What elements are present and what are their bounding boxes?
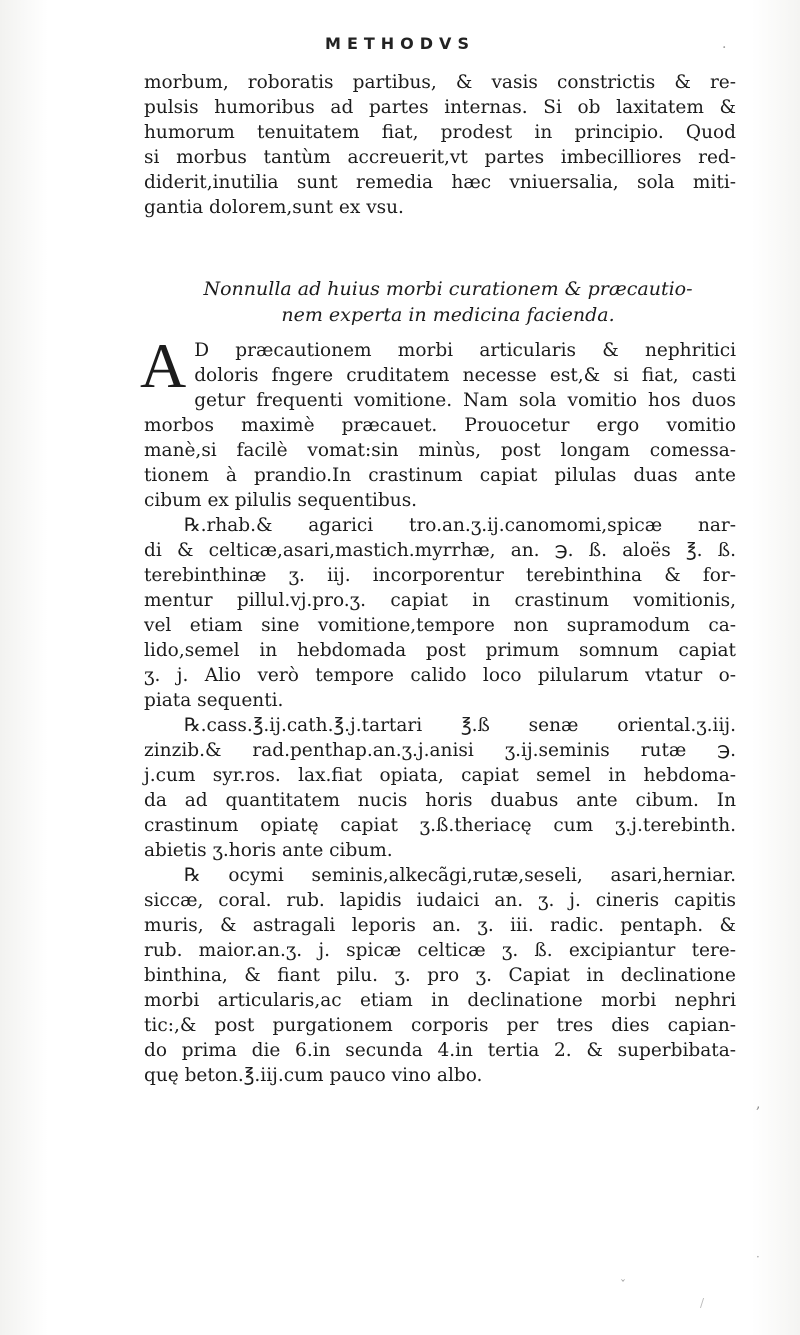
recipe-line: crastinum opiatę capiat ʒ.ß.theriacę cum ʒ.j.terebinth.	[144, 815, 736, 836]
text-line: diderit,inutilia sunt remedia hæc vniuersalia, sola miti-	[144, 172, 736, 193]
recipe-line: tic:,& post purgationem corporis per tres dies capian-	[144, 1015, 736, 1036]
text-line: humorum tenuitatem fiat, prodest in principio. Quod	[144, 122, 736, 143]
margin-mark: ˇ	[620, 1278, 626, 1292]
recipe-line: di & celticæ,asari,mastich.myrrhæ, an. ℈. ß. aloës ℥. ß.	[144, 540, 736, 561]
recipe-line: ℞.cass.℥.ij.cath.℥.j.tartari ℥.ß senæ oriental.ʒ.iij.	[184, 715, 736, 736]
recipe-line: zinzib.& rad.penthap.an.ʒ.j.anisi ʒ.ij.seminis rutæ ℈.	[144, 740, 736, 761]
recipe-line: siccæ, coral. rub. lapidis iudaici an. ʒ. j. cineris capitis	[144, 890, 736, 911]
margin-mark: /	[700, 1296, 705, 1310]
paragraph-1	[144, 70, 736, 220]
recipe-line: vel etiam sine vomitione,tempore non supramodum ca-	[144, 615, 736, 636]
recipe-line: terebinthinæ ʒ. iij. incorporentur terebinthina & for-	[144, 565, 736, 586]
text-line: morbum, roboratis partibus, & vasis constrictis & re-	[144, 72, 736, 93]
paragraph-2	[140, 330, 736, 1088]
margin-mark: ·	[756, 1250, 760, 1264]
recipe-line: ʒ. j. Alio verò tempore calido loco pilularum vtatur o-	[144, 665, 736, 686]
section-heading	[168, 276, 728, 328]
text-line: pulsis humoribus ad partes internas. Si ob laxitatem &	[144, 97, 736, 118]
text-line: getur frequenti vomitione. Nam sola vomitio hos duos	[194, 390, 736, 411]
recipe-line: ℞ ocymi seminis,alkecãgi,rutæ,seseli, asari,herniar.	[184, 865, 736, 886]
text-line: morbos maximè præcauet. Prouocetur ergo vomitio	[144, 415, 736, 436]
text-line: gantia dolorem,sunt ex vsu.	[144, 197, 404, 218]
recipe-line: morbi articularis,ac etiam in declinatione morbi nephri	[144, 990, 736, 1011]
text-line: tionem à prandio.In crastinum capiat pilulas duas ante	[144, 465, 736, 486]
text-line: si morbus tantùm accreuerit,vt partes imbecilliores red-	[144, 147, 736, 168]
recipe-line: do prima die 6.in secunda 4.in tertia 2. & superbibata-	[144, 1040, 736, 1061]
recipe-line: piata sequenti.	[144, 690, 284, 711]
text-line: cibum ex pilulis sequentibus.	[144, 490, 418, 511]
text-line: manè,si facilè vomat:sin minùs, post longam comessa-	[144, 440, 736, 461]
recipe-line: muris, & astragali leporis an. ʒ. iii. radic. pentaph. &	[144, 915, 736, 936]
recipe-line: mentur pillul.vj.pro.ʒ. capiat in crastinum vomitionis,	[144, 590, 736, 611]
heading-line: nem experta in medicina facienda.	[281, 304, 615, 326]
recipe-line: ℞.rhab.& agarici tro.an.ʒ.ij.canomomi,spicæ nar-	[184, 515, 736, 536]
recipe-line: rub. maior.an.ʒ. j. spicæ celticæ ʒ. ß. excipiantur tere-	[144, 940, 736, 961]
heading-line: Nonnulla ad huius morbi curationem & præcautio-	[203, 278, 693, 300]
recipe-line: da ad quantitatem nucis horis duabus ante cibum. In	[144, 790, 736, 811]
running-head: METHODVS	[325, 34, 475, 53]
text-line: doloris fngere cruditatem necesse est,& si fiat, casti	[194, 365, 736, 386]
recipe-line: quę beton.℥.iij.cum pauco vino albo.	[144, 1065, 483, 1086]
margin-mark: ,	[756, 1096, 761, 1112]
drop-cap: A	[140, 330, 187, 401]
text-line: D præcautionem morbi articularis & nephritici	[194, 340, 736, 361]
corner-mark: ·	[722, 40, 727, 56]
recipe-line: lido,semel in hebdomada post primum somnum capiat	[144, 640, 736, 661]
recipe-line: binthina, & fiant pilu. ʒ. pro ʒ. Capiat in declinatione	[144, 965, 736, 986]
recipe-line: j.cum syr.ros. lax.fiat opiata, capiat semel in hebdoma-	[144, 765, 736, 786]
recipe-line: abietis ʒ.horis ante cibum.	[144, 840, 393, 861]
